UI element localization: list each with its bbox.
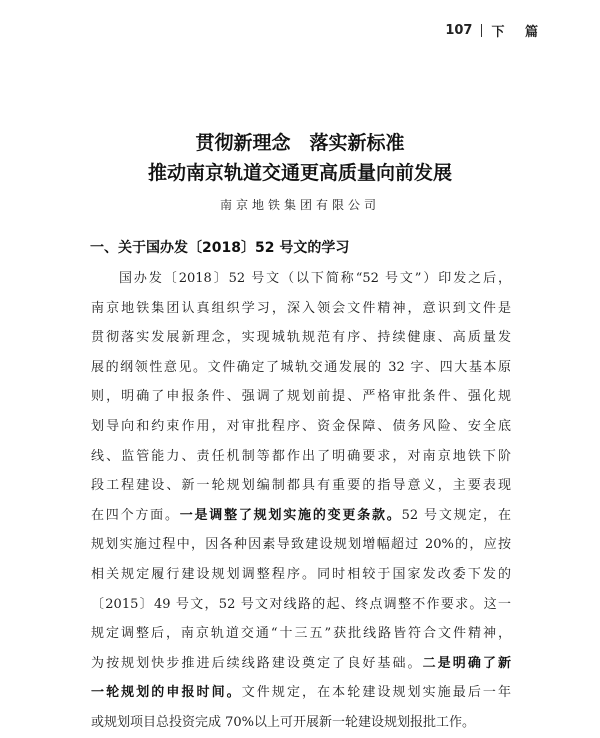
body-text bbox=[91, 264, 511, 738]
text-line: 或规划项目总投资完成 70%以上可开展新一轮建设规划报批工作。 bbox=[91, 714, 476, 730]
text-line: 国办发〔2018〕52 号文（以下简称“52 号文”）印发之后， bbox=[119, 271, 511, 286]
emphasis-text: 一轮规划的申报时间。 bbox=[91, 685, 242, 701]
text-line bbox=[91, 501, 511, 531]
text-line bbox=[91, 649, 511, 679]
text-run: 52 号文规定，在 bbox=[401, 507, 511, 523]
text-line: 规划实施过程中，因各种因素导致建设规划增幅超过 20%的，应按 bbox=[91, 537, 511, 553]
text-run: 为按规划快步推进后续线路建设奠定了良好基础。 bbox=[91, 655, 423, 671]
text-line: 段工程建设、新一轮规划编制都具有重要的指导意义，主要表现 bbox=[91, 478, 511, 494]
page-number: 107 bbox=[445, 23, 473, 38]
text-line: 规定调整后，南京轨道交通“十三五”获批线路皆符合文件精神， bbox=[91, 626, 511, 642]
text-line: 南京地铁集团认真组织学习，深入领会文件精神，意识到文件是 bbox=[91, 300, 511, 316]
text-run: 在四个方面。 bbox=[91, 507, 180, 523]
emphasis-text: 二是明确了新 bbox=[422, 655, 511, 671]
article-author: 南京地铁集团有限公司 bbox=[219, 198, 380, 212]
text-line: 贯彻落实发展新理念，实现城轨规范有序、持续健康、高质量发 bbox=[91, 330, 511, 346]
text-line: 展的纲领性意见。文件确定了城轨交通发展的 32 字、四大基本原 bbox=[91, 359, 511, 375]
article-title-line-1: 贯彻新理念 落实新标准 bbox=[195, 132, 405, 154]
text-line bbox=[91, 678, 511, 708]
text-line: 划导向和约束作用，对审批程序、资金保障、债务风险、安全底 bbox=[91, 418, 511, 434]
section-heading: 一、关于国办发〔2018〕52 号文的学习 bbox=[90, 240, 350, 256]
emphasis-text: 一是调整了规划实施的变更条款。 bbox=[179, 507, 402, 523]
text-line: 〔2015〕49 号文，52 号文对线路的起、终点调整不作要求。这一 bbox=[91, 596, 511, 612]
header-divider bbox=[481, 24, 482, 37]
article-title-line-2: 推动南京轨道交通更高质量向前发展 bbox=[147, 162, 452, 184]
text-line: 相关规定履行建设规划调整程序。同时相较于国家发改委下发的 bbox=[91, 566, 511, 582]
text-line: 则，明确了申报条件、强调了规划前提、严格审批条件、强化规 bbox=[91, 389, 511, 405]
running-header bbox=[445, 21, 546, 40]
text-run: 文件规定，在本轮建设规划实施最后一年 bbox=[241, 685, 511, 701]
section-name: 下 篇 bbox=[491, 25, 546, 40]
text-line: 线、监管能力、责任机制等都作出了明确要求，对南京地铁下阶 bbox=[91, 448, 511, 464]
